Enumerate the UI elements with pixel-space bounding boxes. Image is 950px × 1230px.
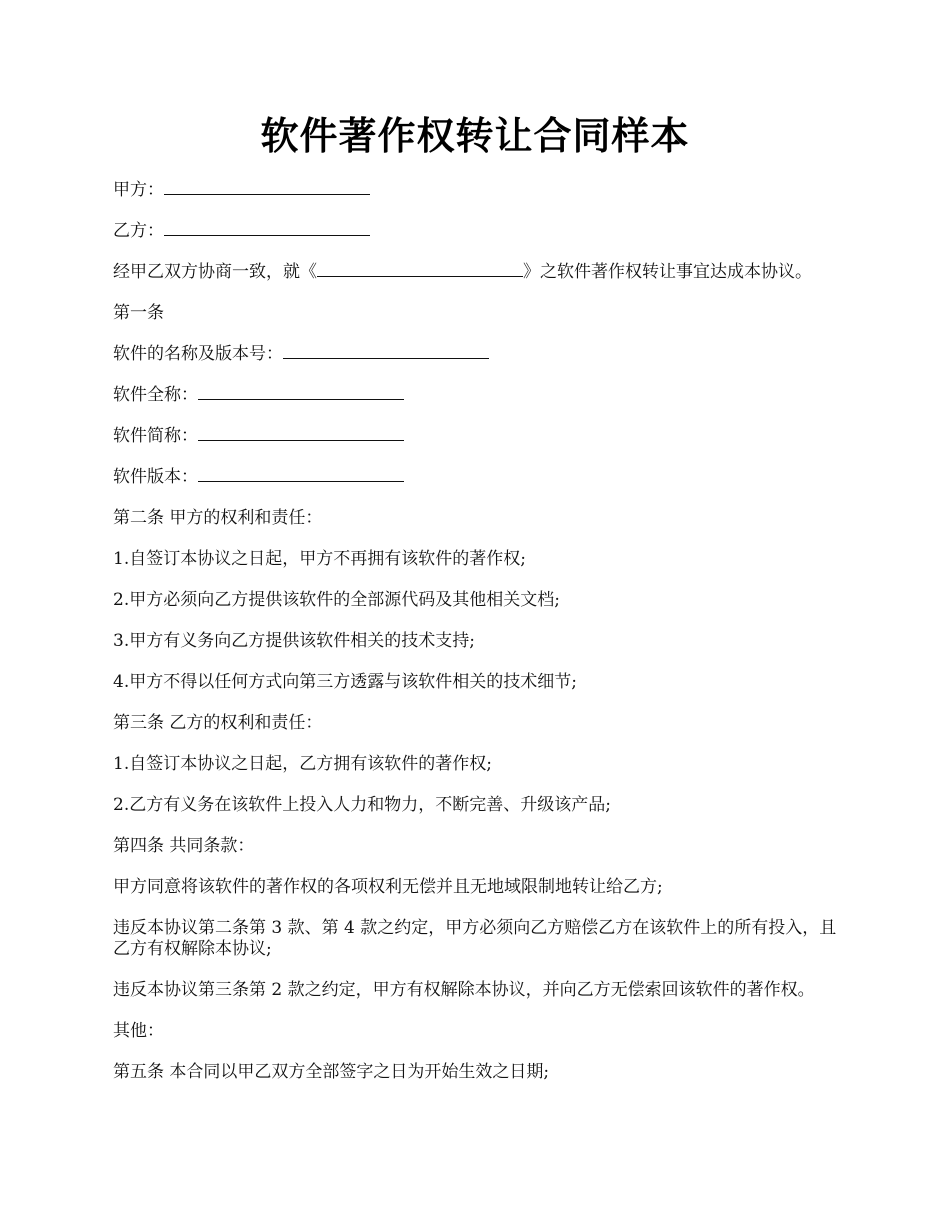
software-version-blank	[198, 467, 404, 482]
party-a-blank	[164, 180, 370, 195]
article-2-item-3: 3.甲方有义务向乙方提供该软件相关的技术支持;	[113, 631, 475, 651]
software-full-name-line	[113, 385, 843, 406]
article-2-item-4: 4.甲方不得以任何方式向第三方透露与该软件相关的技术细节;	[113, 672, 577, 692]
article-4-clause-1: 甲方同意将该软件的著作权的各项权利无偿并且无地域限制地转让给乙方;	[113, 877, 663, 897]
article-4-clause-3: 违反本协议第三条第 2 款之约定，甲方有权解除本协议，并向乙方无偿索回该软件的著作权。	[113, 980, 815, 1000]
document-body	[113, 180, 843, 1103]
project-name-blank	[317, 262, 523, 277]
party-b-blank	[164, 221, 370, 236]
party-b-line	[113, 221, 843, 242]
software-full-name-label: 软件全称：	[113, 385, 198, 405]
intro-before-text: 经甲乙双方协商一致，就《	[113, 262, 317, 282]
article-2-item-2: 2.甲方必须向乙方提供该软件的全部源代码及其他相关文档;	[113, 590, 560, 610]
software-name-version-blank	[283, 344, 489, 359]
intro-after-text: 》之软件著作权转让事宜达成本协议。	[523, 262, 812, 282]
article-1-heading: 第一条	[113, 303, 164, 323]
software-version-label: 软件版本：	[113, 467, 198, 487]
article-4-clause-2: 违反本协议第二条第 3 款、第 4 款之约定，甲方必须向乙方赔偿乙方在该软件上的所有投入，且乙方有权解除本协议;	[113, 918, 837, 959]
article-2-heading: 第二条 甲方的权利和责任：	[113, 508, 323, 528]
article-3-item-2: 2.乙方有义务在该软件上投入人力和物力，不断完善、升级该产品;	[113, 795, 611, 815]
software-version-line	[113, 467, 843, 488]
document-title: 软件著作权转让合同样本	[260, 114, 690, 158]
article-3-item-1: 1.自签订本协议之日起，乙方拥有该软件的著作权;	[113, 754, 492, 774]
article-5-clause: 第五条 本合同以甲乙双方全部签字之日为开始生效之日期;	[113, 1062, 550, 1082]
party-a-label: 甲方：	[113, 180, 164, 200]
article-3-heading: 第三条 乙方的权利和责任：	[113, 713, 323, 733]
software-short-name-blank	[198, 426, 404, 441]
article-2-item-1: 1.自签订本协议之日起，甲方不再拥有该软件的著作权;	[113, 549, 526, 569]
software-short-name-line	[113, 426, 843, 447]
other-heading: 其他：	[113, 1021, 164, 1041]
party-a-line	[113, 180, 843, 201]
party-b-label: 乙方：	[113, 221, 164, 241]
software-short-name-label: 软件简称：	[113, 426, 198, 446]
software-full-name-blank	[198, 385, 404, 400]
article-4-heading: 第四条 共同条款：	[113, 836, 255, 856]
software-name-version-line	[113, 344, 843, 365]
software-name-version-label: 软件的名称及版本号：	[113, 344, 283, 364]
intro-line	[113, 262, 843, 283]
